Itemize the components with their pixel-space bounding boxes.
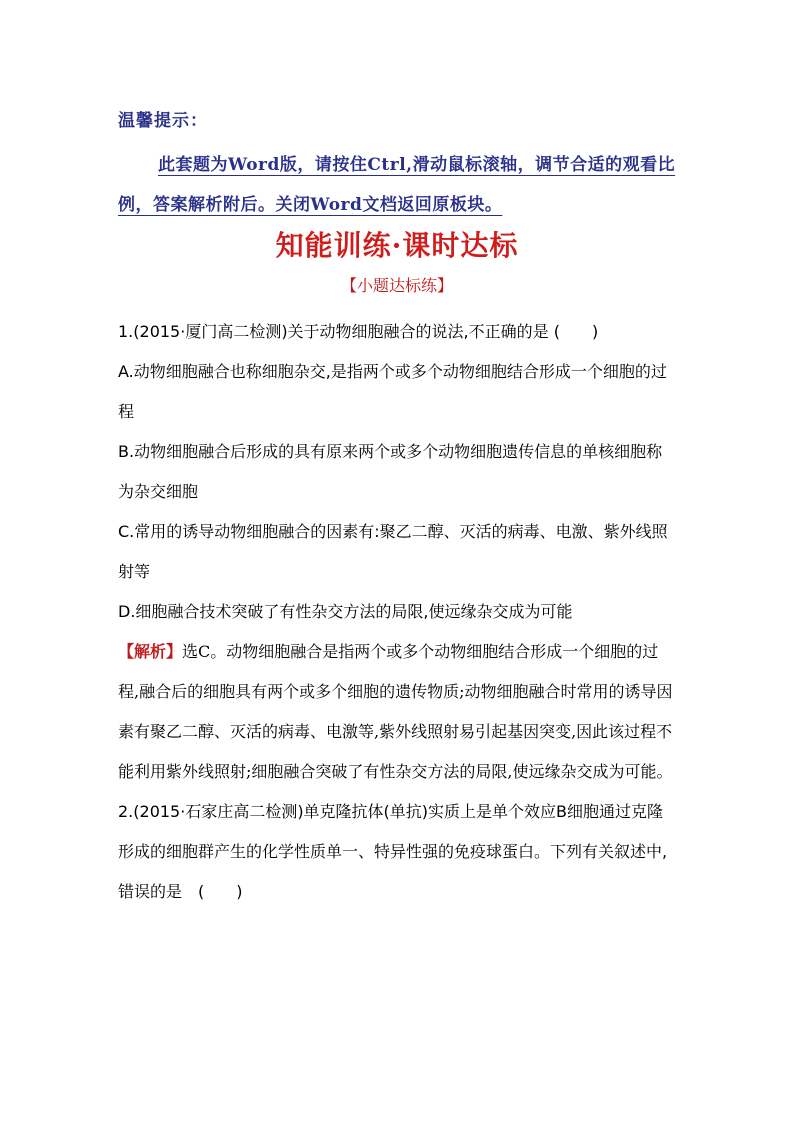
page-title: 知能训练·课时达标	[275, 229, 519, 262]
analysis-label: 【解析】	[118, 642, 183, 661]
question-1-analysis	[118, 632, 678, 792]
tip-body: 此套题为Word版，请按住Ctrl,滑动鼠标滚轴，调节合适的观看比例，答案解析附后。关闭Word文档返回原板块。	[118, 155, 676, 215]
question-1-stem: 1.(2015·厦门高二检测)关于动物细胞融合的说法,不正确的是 ( )	[118, 322, 599, 341]
question-1-option-d: D.细胞融合技术突破了有性杂交方法的局限,使远缘杂交成为可能	[118, 602, 573, 621]
section-subtitle: 【小题达标练】	[340, 276, 453, 295]
question-2-stem: 2.(2015·石家庄高二检测)单克隆抗体(单抗)实质上是单个效应B细胞通过克隆形成的细胞群产生的化学性质单一、特异性强的免疫球蛋白。下列有关叙述中,错误的是 ( )	[118, 802, 668, 901]
analysis-text: 选C。动物细胞融合是指两个或多个动物细胞结合形成一个细胞的过程,融合后的细胞具有两个或多个细胞的遗传物质;动物细胞融合时常用的诱导因素有聚乙二醇、灭活的病毒、电激等,紫外线照射易引起基因突变,因此该过程不能利用紫外线照射;细胞融合突破了有性杂交方法的局限,使远缘杂交成为可能。	[118, 642, 673, 781]
question-1-option-a: A.动物细胞融合也称细胞杂交,是指两个或多个动物细胞结合形成一个细胞的过程	[118, 362, 667, 421]
question-1-option-c: C.常用的诱导动物细胞融合的因素有:聚乙二醇、灭活的病毒、电激、紫外线照射等	[118, 522, 668, 581]
tip-title: 温馨提示：	[118, 111, 208, 131]
question-content	[118, 312, 678, 912]
question-1-option-b: B.动物细胞融合后形成的具有原来两个或多个动物细胞遗传信息的单核细胞称为杂交细胞	[118, 442, 663, 501]
